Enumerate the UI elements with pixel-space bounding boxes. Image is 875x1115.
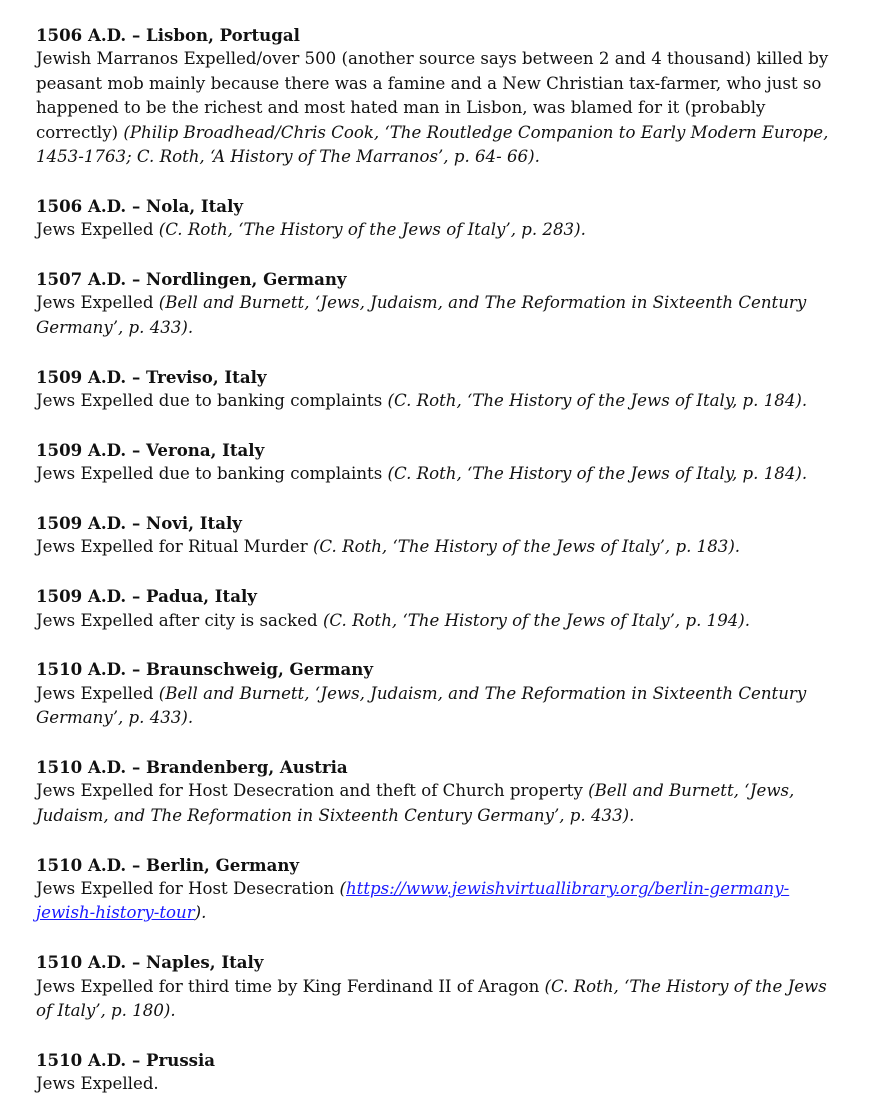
entry-heading: 1510 A.D. – Berlin, Germany	[36, 854, 300, 875]
entry-citation: (Bell and Burnett, ‘Jews, Judaism, and The Reformation in Sixteenth Century Germany’, p. 433).	[36, 683, 807, 728]
citation-open: (	[339, 879, 346, 899]
entry-heading: 1509 A.D. – Verona, Italy	[36, 439, 265, 460]
entry-verona	[36, 438, 848, 487]
entry-heading: 1507 A.D. – Nordlingen, Germany	[36, 269, 347, 290]
entry-prussia	[36, 1048, 848, 1097]
entry-heading: 1506 A.D. – Nola, Italy	[36, 195, 244, 216]
entry-text: Jews Expelled	[36, 293, 159, 313]
entry-braunschweig	[36, 657, 848, 730]
entry-citation: (Bell and Burnett, ‘Jews, Judaism, and The Reformation in Sixteenth Century Germany’, p. 433).	[36, 293, 807, 337]
entry-citation: (C. Roth, ‘The History of the Jews of Italy’, p. 283).	[158, 220, 586, 240]
entry-citation: (C. Roth, ‘The History of the Jews of Italy’, p. 194).	[322, 610, 751, 630]
entry-heading: 1509 A.D. – Novi, Italy	[36, 513, 242, 534]
entry-text: Jews Expelled.	[36, 1074, 159, 1094]
citation-close: ).	[194, 903, 207, 923]
entry-text: Jews Expelled for Ritual Murder	[36, 537, 313, 557]
source-link[interactable]: https://www.jewishvirtuallibrary.org/berlin-germany-jewish-history-tour	[36, 879, 790, 923]
entry-text: Jews Expelled due to banking complaints	[36, 464, 388, 484]
entry-berlin	[36, 853, 848, 926]
entry-heading: 1510 A.D. – Brandenberg, Austria	[36, 757, 348, 778]
entry-citation: (C. Roth, ‘The History of the Jews of Italy, p. 184).	[387, 464, 808, 484]
entry-citation: (C. Roth, ‘The History of the Jews of Italy’, p. 180).	[36, 976, 827, 1021]
entry-treviso	[36, 365, 848, 414]
entry-text: Jews Expelled for Host Desecration	[36, 879, 340, 899]
entry-heading: 1509 A.D. – Padua, Italy	[36, 586, 257, 607]
entry-heading: 1510 A.D. – Prussia	[36, 1049, 216, 1070]
entry-text: Jews Expelled	[36, 220, 159, 240]
entry-brandenberg	[36, 755, 848, 828]
entry-citation: (C. Roth, ‘The History of the Jews of Italy’, p. 183).	[312, 537, 741, 557]
entry-text: Jewish Marranos Expelled/over 500 (another source says between 2 and 4 thousand) killed by peasant mob mainly because there was a famine and a New Christian tax-farmer, who just so happened to be the richest and most hated man in Lisbon, was blamed for it (probably correctly)	[36, 49, 829, 142]
entry-nola	[36, 194, 848, 243]
entry-heading: 1510 A.D. – Braunschweig, Germany	[36, 659, 373, 680]
entry-novi	[36, 511, 848, 560]
entry-citation: (C. Roth, ‘The History of the Jews of Italy, p. 184).	[387, 391, 808, 411]
entry-naples	[36, 950, 848, 1023]
entry-text: Jews Expelled for third time by King Ferdinand II of Aragon	[36, 976, 545, 996]
entry-lisbon	[36, 23, 848, 169]
entry-heading: 1506 A.D. – Lisbon, Portugal	[36, 25, 300, 45]
entry-citation: (Bell and Burnett, ‘Jews, Judaism, and The Reformation in Sixteenth Century Germany’, p. 433).	[36, 781, 795, 825]
entry-text: Jews Expelled due to banking complaints	[36, 391, 388, 411]
entry-text: Jews Expelled for Host Desecration and theft of Church property	[36, 781, 589, 801]
entry-padua	[36, 584, 848, 633]
entry-nordlingen	[36, 267, 848, 340]
entry-heading: 1510 A.D. – Naples, Italy	[36, 952, 264, 973]
entry-text: Jews Expelled	[36, 683, 159, 703]
entry-heading: 1509 A.D. – Treviso, Italy	[36, 366, 267, 387]
entry-text: Jews Expelled after city is sacked	[36, 610, 323, 630]
entry-citation: (Philip Broadhead/Chris Cook, ‘The Routledge Companion to Early Modern Europe, 1453-1763; C. Roth, ‘A History of The Marranos’, p. 64- 66).	[36, 122, 829, 167]
